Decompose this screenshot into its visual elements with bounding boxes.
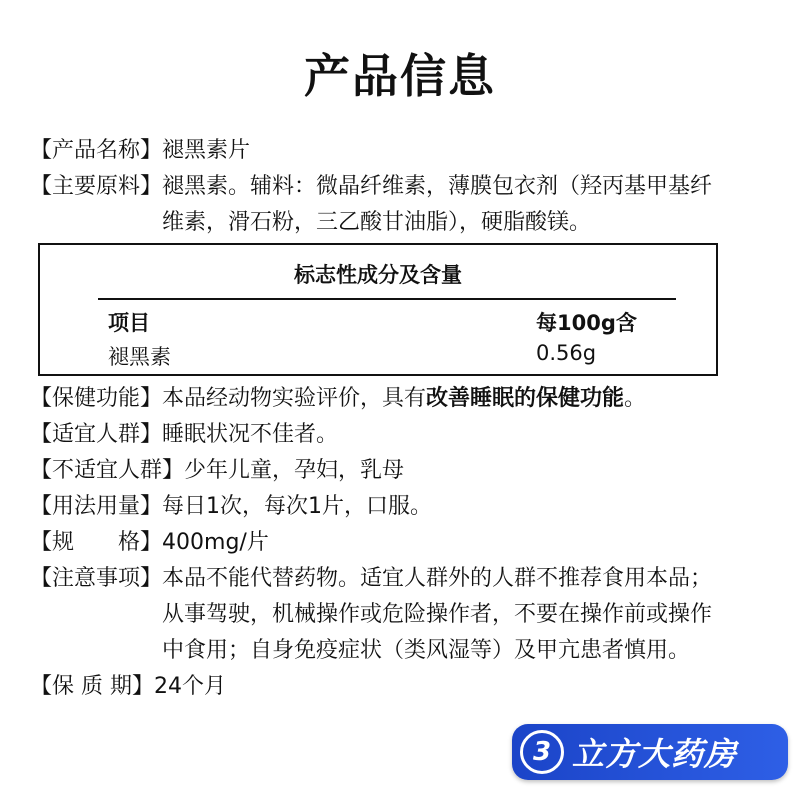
notes-line-2: 从事驾驶，机械操作或危险操作者，不要在操作前或操作 bbox=[162, 602, 713, 627]
table-col-amount-header: 每100g含 bbox=[536, 311, 637, 335]
notes-line-1: 本品不能代替药物。适宜人群外的人群不推荐食用本品； bbox=[162, 566, 713, 591]
function-value-suffix: 。 bbox=[624, 386, 647, 411]
ingredients-row bbox=[30, 169, 712, 241]
table-amount-cell: 0.56g bbox=[536, 341, 597, 365]
ingredients-line-1: 褪黑素。辅料：微晶纤维素，薄膜包衣剂（羟丙基甲基纤 bbox=[162, 174, 713, 199]
unsuitable-label: 【不适宜人群】 bbox=[30, 458, 185, 483]
function-label: 【保健功能】 bbox=[30, 386, 163, 411]
suitable-label: 【适宜人群】 bbox=[30, 422, 163, 447]
table-divider bbox=[98, 298, 676, 300]
suitable-row bbox=[30, 417, 338, 453]
shelf-life-row bbox=[30, 669, 226, 705]
marker-ingredient-table bbox=[38, 243, 718, 376]
spec-row bbox=[30, 525, 269, 561]
product-name-row bbox=[30, 133, 250, 169]
usage-value: 每日1次，每次1片，口服。 bbox=[162, 494, 433, 519]
usage-row bbox=[30, 489, 432, 525]
page-title: 产品信息 bbox=[304, 49, 496, 103]
table-item-cell: 褪黑素 bbox=[108, 345, 171, 369]
function-value-highlight: 改善睡眠的保健功能 bbox=[426, 386, 625, 411]
notes-line-3: 中食用；自身免疫症状（类风湿等）及甲亢患者慎用。 bbox=[162, 638, 691, 663]
product-name-label: 【产品名称】 bbox=[30, 138, 163, 163]
logo-mark-icon: 3 bbox=[520, 730, 564, 774]
ingredients-label: 【主要原料】 bbox=[30, 174, 163, 199]
function-value-prefix: 本品经动物实验评价，具有 bbox=[162, 386, 427, 411]
shelf-life-value: 24个月 bbox=[154, 674, 226, 699]
table-col-item-header: 项目 bbox=[108, 311, 150, 335]
function-value bbox=[162, 381, 646, 417]
usage-label: 【用法用量】 bbox=[30, 494, 163, 519]
notes-row bbox=[30, 561, 712, 669]
product-name-value: 褪黑素片 bbox=[162, 138, 251, 163]
shelf-life-label: 【保 质 期】 bbox=[30, 674, 154, 699]
unsuitable-row bbox=[30, 453, 404, 489]
ingredients-line-2: 维素，滑石粉，三乙酸甘油脂），硬脂酸镁。 bbox=[162, 210, 592, 235]
pharmacy-logo bbox=[512, 724, 788, 780]
spec-label: 【规 格】 bbox=[30, 530, 163, 555]
suitable-value: 睡眠状况不佳者。 bbox=[162, 422, 339, 447]
function-row bbox=[30, 381, 646, 417]
spec-value: 400mg/片 bbox=[162, 530, 269, 555]
logo-text: 立方大药房 bbox=[572, 735, 738, 773]
notes-label: 【注意事项】 bbox=[30, 566, 163, 591]
unsuitable-value: 少年儿童，孕妇，乳母 bbox=[184, 458, 405, 483]
table-heading: 标志性成分及含量 bbox=[294, 263, 462, 287]
